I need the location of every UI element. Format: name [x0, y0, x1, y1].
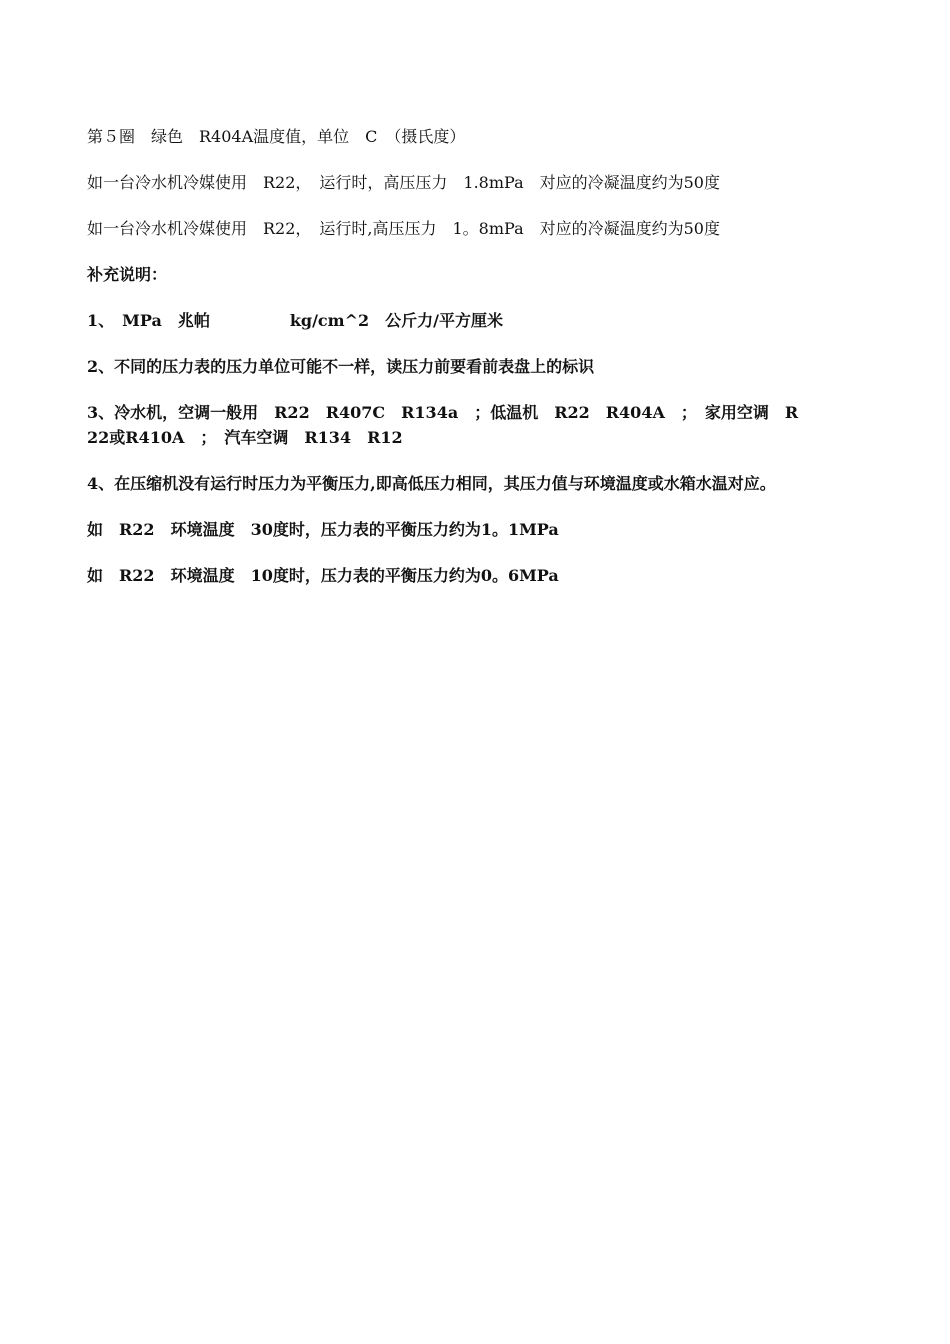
paragraph-note-1-units: 1、 MPa 兆帕 kg/cm^2 公斤力/平方厘米 — [87, 311, 503, 330]
paragraph-example-balance-30: 如 R22 环境温度 30度时，压力表的平衡压力约为1。1MPa — [87, 520, 559, 539]
paragraph-example-balance-10: 如 R22 环境温度 10度时，压力表的平衡压力约为0。6MPa — [87, 566, 559, 585]
paragraph-note-2-gauge-units: 2、不同的压力表的压力单位可能不一样，读压力前要看前表盘上的标识 — [87, 357, 595, 376]
paragraph-example-condensing-2: 如一台冷水机冷媒使用 R22， 运行时,高压压力 1。8mPa 对应的冷凝温度约为50度 — [87, 219, 720, 238]
paragraph-circle-5-legend: 第５圈 绿色 R404A温度值，单位 C （摄氏度） — [87, 127, 466, 146]
paragraph-note-4-balance-pressure: 4、在压缩机没有运行时压力为平衡压力,即高低压力相同，其压力值与环境温度或水箱水温对应。 — [87, 474, 776, 493]
document-body — [87, 124, 802, 609]
paragraph-note-3-refrigerants: 3、冷水机，空调一般用 R22 R407C R134a ；低温机 R22 R404A ； 家用空调 R22或R410A ； 汽车空调 R134 R12 — [87, 403, 799, 447]
paragraph-example-condensing-1: 如一台冷水机冷媒使用 R22， 运行时，高压压力 1.8mPa 对应的冷凝温度约为50度 — [87, 173, 720, 192]
paragraph-supplement-heading: 补充说明： — [87, 265, 168, 284]
